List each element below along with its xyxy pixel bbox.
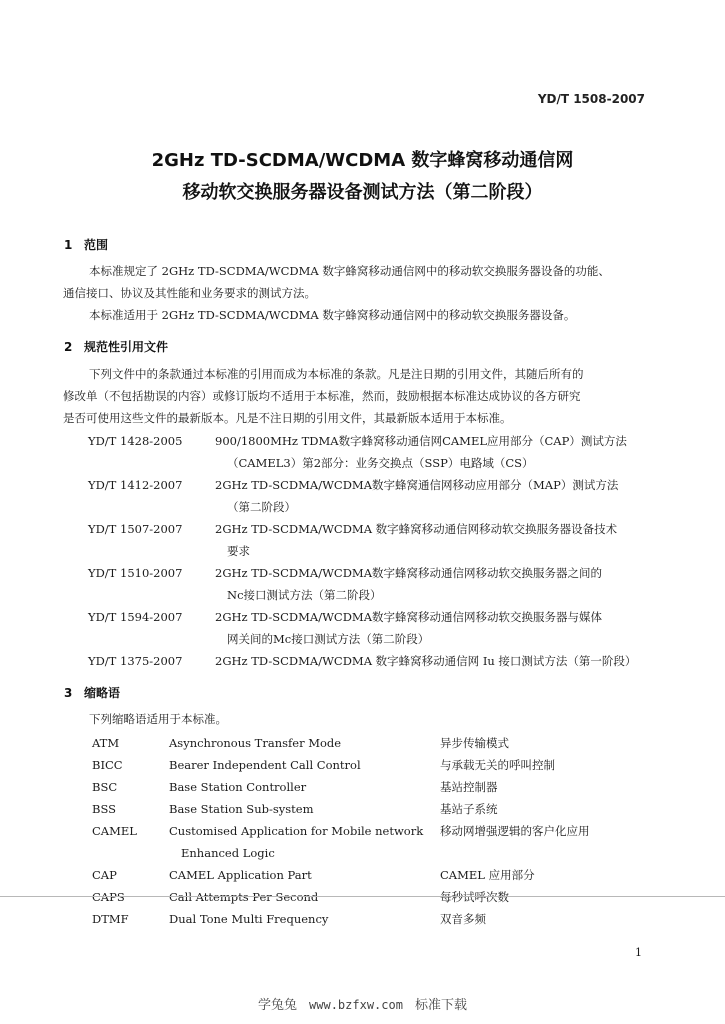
paragraph-line: 下列缩略语适用于本标准。 <box>89 712 227 726</box>
section-2-heading <box>64 338 168 355</box>
english-line: Asynchronous Transfer Mode <box>169 736 342 750</box>
english-line: Bearer Independent Call Control <box>169 758 361 772</box>
abbreviation: BSS <box>92 802 117 816</box>
reference-title <box>215 430 655 474</box>
abbreviation-chinese: 基站子系统 <box>440 802 498 816</box>
reference-code: YD/T 1412-2007 <box>88 478 183 492</box>
document-title-line-2: 移动软交换服务器设备测试方法（第二阶段） <box>182 182 543 203</box>
abbreviation-english <box>169 908 328 930</box>
abbreviation-chinese: 异步传输模式 <box>440 736 509 750</box>
abbreviation: CAMEL <box>92 824 137 838</box>
abbreviation-english <box>169 776 306 798</box>
abbreviation-english <box>169 798 313 820</box>
section-title: 缩略语 <box>84 686 121 700</box>
english-line: Dual Tone Multi Frequency <box>169 912 329 926</box>
abbreviation-chinese: 每秒试呼次数 <box>440 890 509 904</box>
reference-title-line: 要求 <box>227 544 250 558</box>
abbreviation-english <box>169 820 423 864</box>
abbreviation-english <box>169 886 318 908</box>
abbreviation-english <box>169 864 312 886</box>
abbreviation-english <box>169 732 341 754</box>
english-line: Enhanced Logic <box>181 846 275 860</box>
reference-title <box>215 562 655 606</box>
english-line: Customised Application for Mobile network <box>169 824 424 838</box>
paragraph-line: 修改单（不包括勘误的内容）或修订版均不适用于本标准，然而，鼓励根据本标准达成协议的各方研究 <box>63 389 581 403</box>
footer-watermark <box>0 994 725 1013</box>
english-line: Base Station Sub-system <box>169 802 314 816</box>
reference-title-line: 900/1800MHz TDMA数字蜂窝移动通信网CAMEL应用部分（CAP）测试方法 <box>215 434 627 448</box>
reference-title-line: （第二阶段） <box>227 500 296 514</box>
document-title-line-1: 2GHz TD-SCDMA/WCDMA 数字蜂窝移动通信网 <box>151 150 574 171</box>
abbreviation: BICC <box>92 758 123 772</box>
paragraph-line: 下列文件中的条款通过本标准的引用而成为本标准的条款。凡是注日期的引用文件，其随后所有的 <box>89 367 584 381</box>
section-number: 3 <box>64 686 73 700</box>
abbreviation-chinese: 双音多频 <box>440 912 486 926</box>
english-line: Base Station Controller <box>169 780 307 794</box>
section-3-intro <box>63 708 659 730</box>
abbreviation: DTMF <box>92 912 129 926</box>
section-2-body <box>63 363 659 429</box>
watermark-site-name: 学兔兔 <box>258 998 298 1013</box>
reference-title <box>215 606 655 650</box>
reference-title-line: 网关间的Mc接口测试方法（第二阶段） <box>227 632 430 646</box>
abbreviation-english <box>169 754 361 776</box>
paragraph-line: 是否可使用这些文件的最新版本。凡是不注日期的引用文件，其最新版本适用于本标准。 <box>63 411 512 425</box>
abbreviation-chinese: 基站控制器 <box>440 780 498 794</box>
abbreviation: CAP <box>92 868 117 882</box>
english-line: CAMEL Application Part <box>169 868 312 882</box>
reference-title <box>215 474 655 518</box>
reference-code: YD/T 1510-2007 <box>88 566 183 580</box>
watermark-label: 标准下载 <box>414 998 467 1013</box>
paragraph-line: 本标准适用于 2GHz TD-SCDMA/WCDMA 数字蜂窝移动通信网中的移动软交换服务器设备。 <box>89 308 576 322</box>
reference-code: YD/T 1594-2007 <box>88 610 183 624</box>
reference-title-line: 2GHz TD-SCDMA/WCDMA数字蜂窝通信网移动应用部分（MAP）测试方法 <box>215 478 619 492</box>
section-title: 范围 <box>84 238 109 252</box>
section-1-heading <box>64 236 108 253</box>
scan-fold-line <box>0 896 725 897</box>
paragraph-line: 本标准规定了 2GHz TD-SCDMA/WCDMA 数字蜂窝移动通信网中的移动软交换服务器设备的功能、 <box>89 264 610 278</box>
english-line: Call Attempts Per Second <box>169 890 319 904</box>
abbreviation: ATM <box>92 736 120 750</box>
reference-title-line: Nc接口测试方法（第二阶段） <box>227 588 382 602</box>
reference-title-line: 2GHz TD-SCDMA/WCDMA数字蜂窝移动通信网移动软交换服务器之间的 <box>215 566 603 580</box>
abbreviation: CAPS <box>92 890 125 904</box>
abbreviation-chinese: 与承载无关的呼叫控制 <box>440 758 555 772</box>
reference-title <box>215 518 655 562</box>
reference-code: YD/T 1507-2007 <box>88 522 183 536</box>
abbreviation-chinese: 移动网增强逻辑的客户化应用 <box>440 824 590 838</box>
reference-code: YD/T 1428-2005 <box>88 434 183 448</box>
watermark-url[interactable]: www.bzfxw.com <box>309 998 403 1012</box>
standard-code: YD/T 1508-2007 <box>537 92 645 106</box>
page-number: 1 <box>635 946 642 959</box>
reference-title-line: （CAMEL3）第2部分：业务交换点（SSP）电路域（CS） <box>227 456 534 470</box>
abbreviation: BSC <box>92 780 118 794</box>
reference-title-line: 2GHz TD-SCDMA/WCDMA 数字蜂窝移动通信网 Iu 接口测试方法（第一阶段） <box>215 654 637 668</box>
reference-title-line: 2GHz TD-SCDMA/WCDMA数字蜂窝移动通信网移动软交换服务器与媒体 <box>215 610 603 624</box>
section-1-body <box>63 260 659 326</box>
reference-title-line: 2GHz TD-SCDMA/WCDMA 数字蜂窝移动通信网移动软交换服务器设备技术 <box>215 522 618 536</box>
reference-title <box>215 650 655 672</box>
section-number: 2 <box>64 340 73 354</box>
paragraph-line: 通信接口、协议及其性能和业务要求的测试方法。 <box>63 286 316 300</box>
section-number: 1 <box>64 238 73 252</box>
section-3-heading <box>64 684 120 701</box>
reference-code: YD/T 1375-2007 <box>88 654 183 668</box>
section-title: 规范性引用文件 <box>84 340 169 354</box>
abbreviation-chinese: CAMEL 应用部分 <box>440 868 535 882</box>
